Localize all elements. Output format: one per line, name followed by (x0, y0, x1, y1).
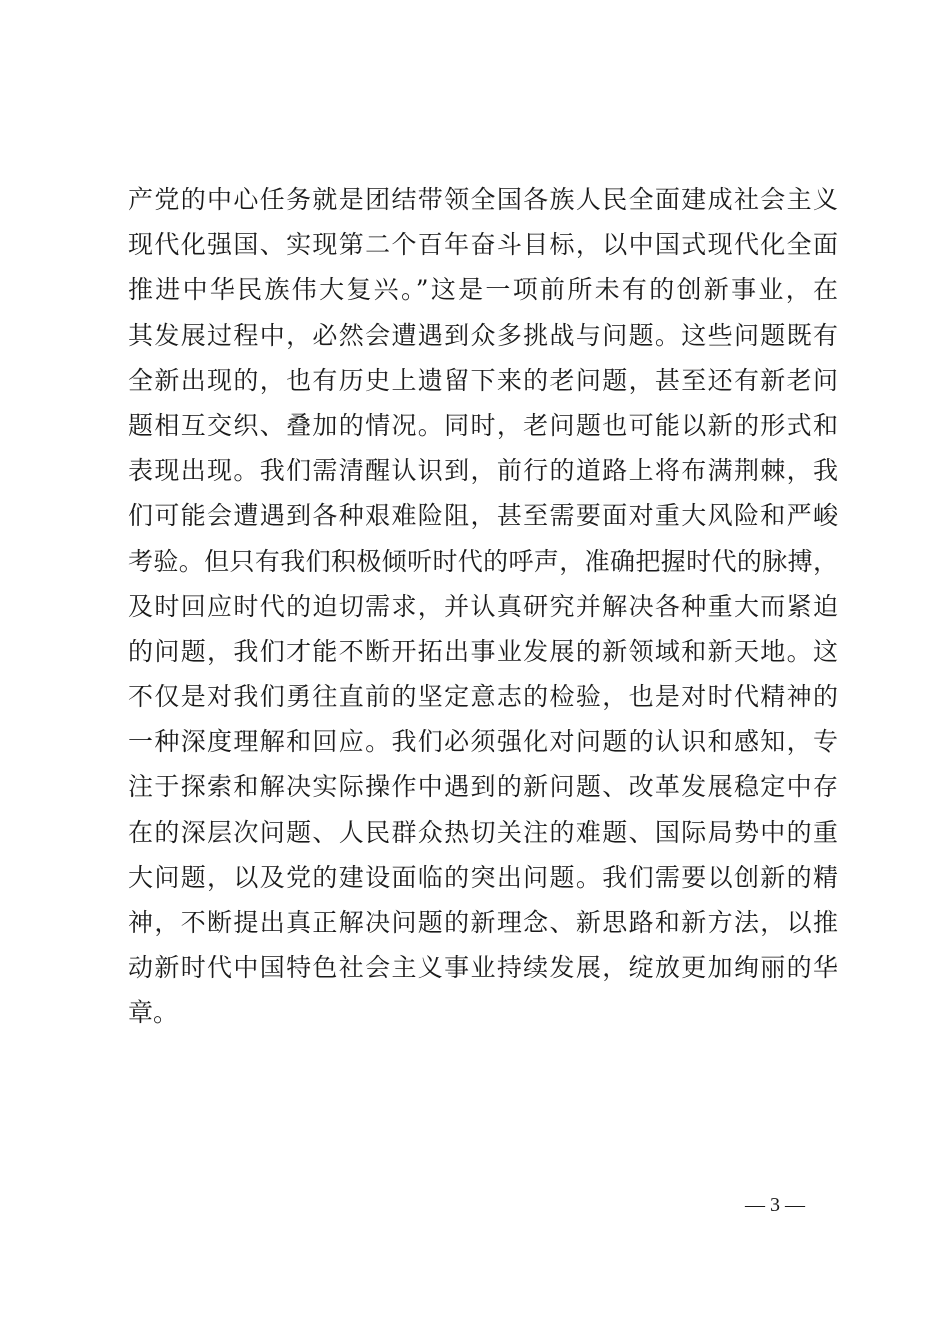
body-paragraph (128, 177, 838, 1036)
text-line: 全新出现的，也有历史上遗留下来的老问题，甚至还有新老问 (128, 365, 838, 395)
text-line: 其发展过程中，必然会遭遇到众多挑战与问题。这些问题既有 (128, 320, 838, 350)
text-line: 在的深层次问题、人民群众热切关注的难题、国际局势中的重 (128, 817, 838, 847)
text-line: 们可能会遭遇到各种艰难险阻，甚至需要面对重大风险和严峻 (128, 501, 838, 531)
text-line: 章。 (128, 998, 179, 1028)
text-line: 产党的中心任务就是团结带领全国各族人民全面建成社会主义 (128, 185, 838, 214)
text-line: 推进中华民族伟大复兴。”这是一项前所未有的创新事业，在 (128, 275, 838, 305)
text-line: 注于探索和解决实际操作中遇到的新问题、改革发展稳定中存 (128, 772, 838, 802)
text-line: 题相互交织、叠加的情况。同时，老问题也可能以新的形式和 (128, 410, 838, 440)
text-line: 动新时代中国特色社会主义事业持续发展，绽放更加绚丽的华 (128, 953, 838, 983)
page-number: — 3 — (745, 1194, 805, 1216)
text-line: 现代化强国、实现第二个百年奋斗目标，以中国式现代化全面 (128, 230, 838, 260)
text-line: 及时回应时代的迫切需求，并认真研究并解决各种重大而紧迫 (128, 591, 838, 621)
text-line: 大问题，以及党的建设面临的突出问题。我们需要以创新的精 (128, 862, 838, 892)
text-line: 的问题，我们才能不断开拓出事业发展的新领域和新天地。这 (128, 636, 838, 666)
text-line: 神，不断提出真正解决问题的新理念、新思路和新方法，以推 (128, 908, 838, 937)
text-line: 考验。但只有我们积极倾听时代的呼声，准确把握时代的脉搏， (128, 546, 838, 576)
text-line: 一种深度理解和回应。我们必须强化对问题的认识和感知，专 (128, 727, 838, 757)
text-line: 表现出现。我们需清醒认识到，前行的道路上将布满荆棘，我 (128, 456, 838, 486)
text-line: 不仅是对我们勇往直前的坚定意志的检验，也是对时代精神的 (128, 682, 838, 712)
